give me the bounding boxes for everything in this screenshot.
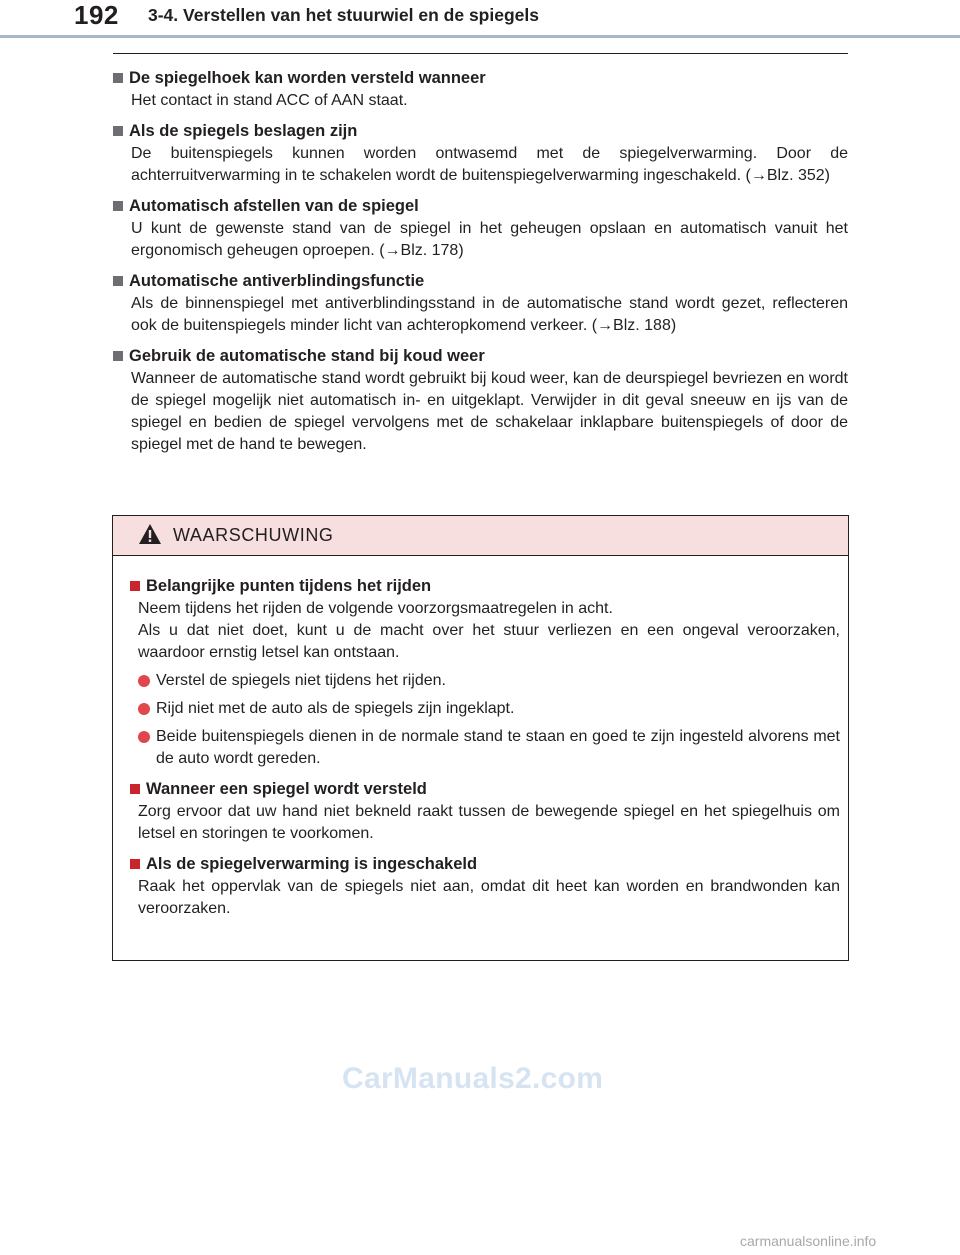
header-rule xyxy=(0,35,960,38)
warning-bullet: Beide buitenspiegels dienen in de normale stand te staan en goed te zijn ingesteld alvorens met de auto wordt gereden. xyxy=(138,726,840,770)
content-rule xyxy=(113,53,848,54)
section-text: Het contact in stand ACC of AAN staat. xyxy=(131,92,408,109)
section-text: Als de binnenspiegel met antiverblindingsstand in de automatische stand wordt gezet, reflecteren ook de buitenspiegels minder licht van achteropkomend verkeer. (→Blz. 188) xyxy=(131,295,848,334)
warning-section-text: Als u dat niet doet, kunt u de macht over het stuur verliezen en een ongeval veroorzaken, waardoor ernstig letsel kan ontstaan. xyxy=(138,622,840,661)
page-number: 192 xyxy=(74,0,119,30)
warning-header xyxy=(113,516,848,556)
square-bullet-icon xyxy=(130,784,140,794)
section-title: De spiegelhoek kan worden versteld wanneer xyxy=(113,66,848,90)
warning-section-heater xyxy=(130,852,840,920)
warning-title: WAARSCHUWING xyxy=(173,525,334,545)
warning-bullet: Rijd niet met de auto als de spiegels zijn ingeklapt. xyxy=(138,698,840,720)
warning-section-title: Als de spiegelverwarming is ingeschakeld xyxy=(130,852,840,876)
section-fogged-mirrors xyxy=(113,119,848,187)
warning-section-text: Neem tijdens het rijden de volgende voorzorgsmaatregelen in acht. xyxy=(138,600,613,617)
section-text: De buitenspiegels kunnen worden ontwasemd met de spiegelverwarming. Door de achterruitverwarming in te schakelen wordt de buitenspiegelverwarming ingeschakeld. (→Blz. 352) xyxy=(131,145,848,184)
section-auto-adjust xyxy=(113,194,848,262)
square-bullet-icon xyxy=(113,126,123,136)
warning-section-adjusting xyxy=(130,777,840,845)
warning-section-text: Zorg ervoor dat uw hand niet bekneld raakt tussen de bewegende spiegel en het spiegelhuis om letsel en storingen te voorkomen. xyxy=(138,803,840,842)
warning-triangle-icon xyxy=(138,523,162,545)
circle-bullet-icon xyxy=(138,675,150,687)
section-text: Wanneer de automatische stand wordt gebruikt bij koud weer, kan de deurspiegel bevriezen en wordt de spiegel mogelijk niet automatisch in- en uitgeklapt. Verwijder in dit geval sneeuw en ijs van de spiegel en bedien de spiegel vervolgens met de schakelaar inklapbare buitenspiegels of door de spiegel met de hand te bewegen. xyxy=(131,370,848,453)
section-title: Gebruik de automatische stand bij koud weer xyxy=(113,344,848,368)
warning-section-title: Wanneer een spiegel wordt versteld xyxy=(130,777,840,801)
section-cold-weather xyxy=(113,344,848,456)
section-title: Als de spiegels beslagen zijn xyxy=(113,119,848,143)
main-content xyxy=(113,66,848,463)
circle-bullet-icon xyxy=(138,703,150,715)
square-bullet-icon xyxy=(130,581,140,591)
warning-bullet: Verstel de spiegels niet tijdens het rijden. xyxy=(138,670,840,692)
chapter-title: 3-4. Verstellen van het stuurwiel en de spiegels xyxy=(148,5,539,25)
square-bullet-icon xyxy=(113,351,123,361)
warning-section-driving xyxy=(130,574,840,770)
warning-section-text: Raak het oppervlak van de spiegels niet aan, omdat dit heet kan worden en brandwonden kan veroorzaken. xyxy=(138,878,840,917)
section-title: Automatisch afstellen van de spiegel xyxy=(113,194,848,218)
warning-section-title: Belangrijke punten tijdens het rijden xyxy=(130,574,840,598)
footer-watermark: carmanualsonline.info xyxy=(740,1233,877,1249)
circle-bullet-icon xyxy=(138,731,150,743)
section-title: Automatische antiverblindingsfunctie xyxy=(113,269,848,293)
square-bullet-icon xyxy=(113,201,123,211)
watermark-logo: CarManuals2.com xyxy=(342,1062,604,1095)
section-anti-glare xyxy=(113,269,848,337)
warning-box xyxy=(112,515,849,961)
section-mirror-angle xyxy=(113,66,848,112)
warning-body xyxy=(113,556,848,920)
square-bullet-icon xyxy=(113,73,123,83)
square-bullet-icon xyxy=(130,859,140,869)
square-bullet-icon xyxy=(113,276,123,286)
section-text: U kunt de gewenste stand van de spiegel in het geheugen opslaan en automatisch vanuit het ergonomisch geheugen oproepen. (→Blz. 178) xyxy=(131,220,848,259)
